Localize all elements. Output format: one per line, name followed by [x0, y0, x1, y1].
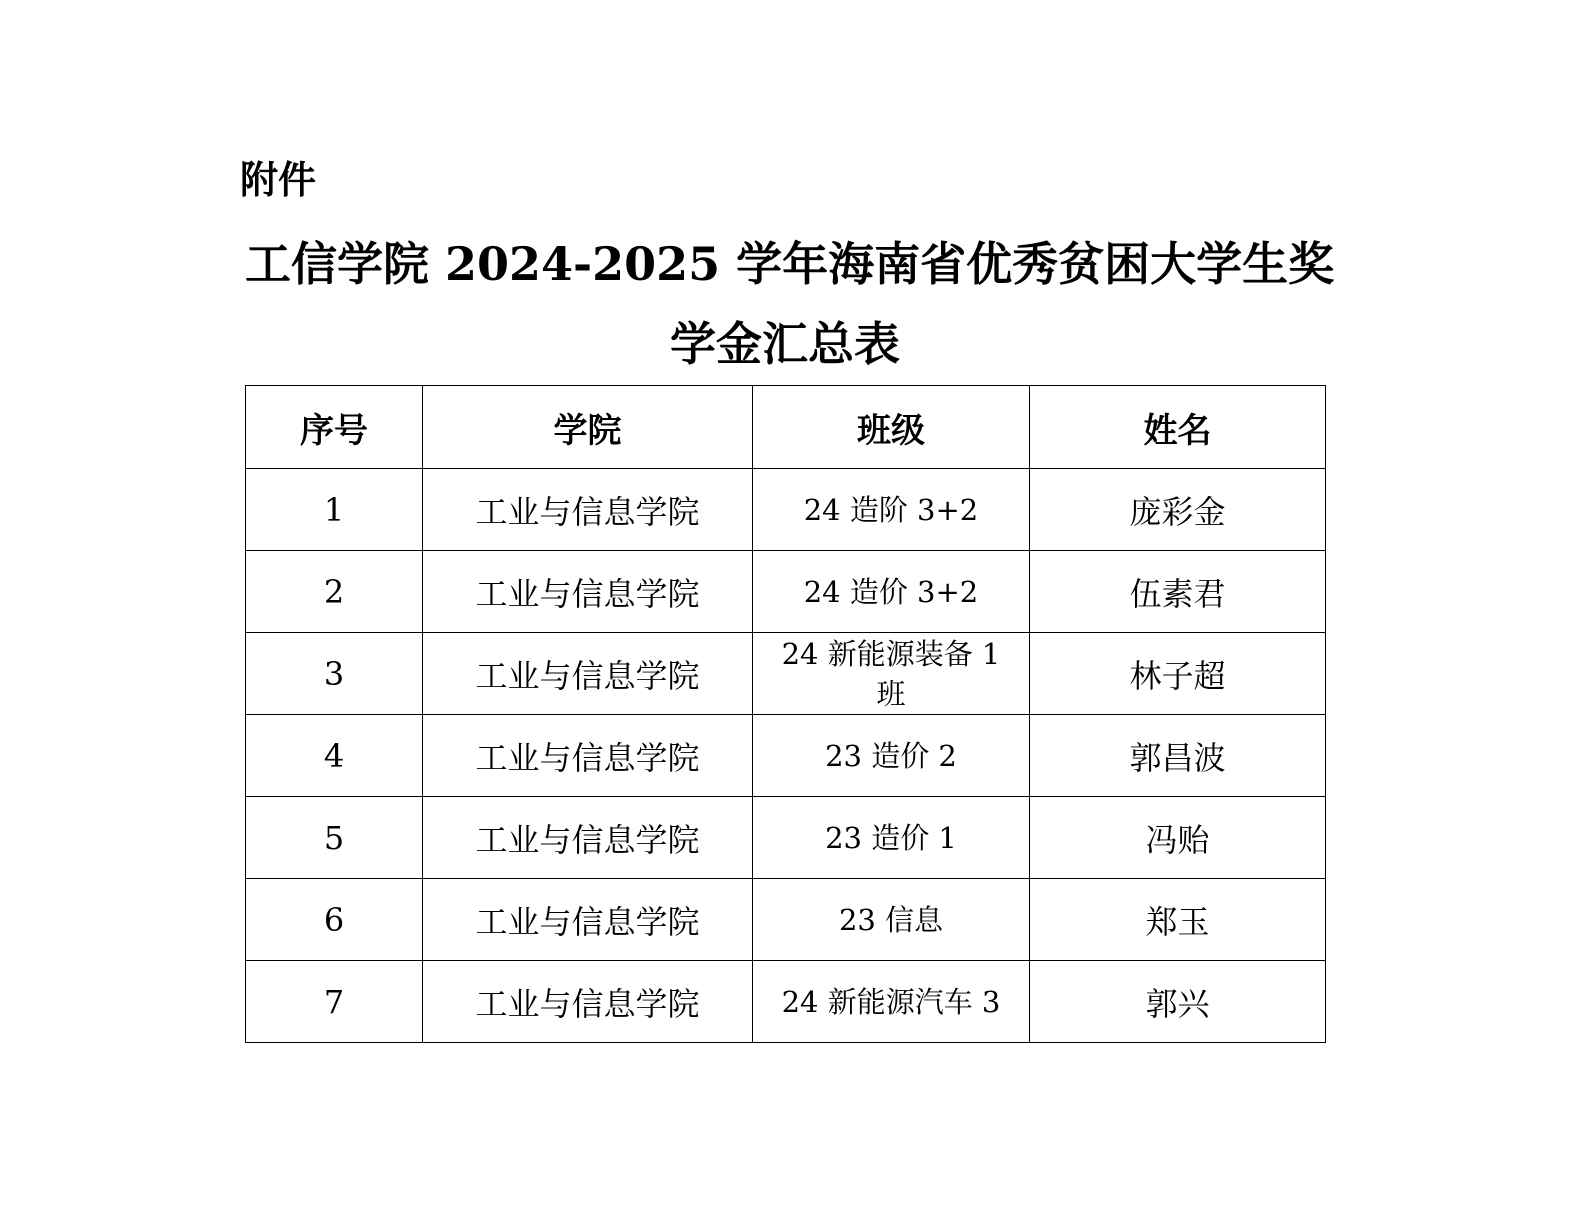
cell-college: 工业与信息学院: [423, 797, 753, 879]
header-class: 班级: [753, 386, 1030, 469]
table-row: [246, 469, 1326, 551]
cell-college: 工业与信息学院: [423, 961, 753, 1043]
header-name: 姓名: [1030, 386, 1326, 469]
table-row: [246, 961, 1326, 1043]
cell-serial-number: 3: [246, 633, 423, 715]
cell-serial-number: 6: [246, 879, 423, 961]
cell-student-name: 郭兴: [1030, 961, 1326, 1043]
cell-serial-number: 5: [246, 797, 423, 879]
header-college: 学院: [423, 386, 753, 469]
table-row: [246, 879, 1326, 961]
cell-serial-number: 2: [246, 551, 423, 633]
cell-student-name: 庞彩金: [1030, 469, 1326, 551]
cell-college: 工业与信息学院: [423, 551, 753, 633]
table-header-row: [246, 386, 1326, 469]
cell-class: 24 造价 3+2: [753, 551, 1030, 633]
cell-serial-number: 1: [246, 469, 423, 551]
document-title-line-2: 学金汇总表: [670, 317, 900, 371]
attachment-label: 附件: [240, 158, 317, 202]
cell-class: 23 信息: [753, 879, 1030, 961]
header-serial-number: 序号: [246, 386, 423, 469]
cell-student-name: 伍素君: [1030, 551, 1326, 633]
cell-student-name: 郭昌波: [1030, 715, 1326, 797]
cell-college: 工业与信息学院: [423, 633, 753, 715]
cell-serial-number: 4: [246, 715, 423, 797]
cell-class: 23 造价 1: [753, 797, 1030, 879]
cell-college: 工业与信息学院: [423, 715, 753, 797]
cell-class: 24 新能源装备 1 班: [753, 633, 1030, 715]
scholarship-summary-table: [245, 385, 1326, 1043]
document-title-line-1: 工信学院 2024-2025 学年海南省优秀贫困大学生奖: [245, 237, 1335, 291]
table-row: [246, 715, 1326, 797]
table-row: [246, 551, 1326, 633]
cell-college: 工业与信息学院: [423, 469, 753, 551]
cell-college: 工业与信息学院: [423, 879, 753, 961]
cell-class: 24 造阶 3+2: [753, 469, 1030, 551]
cell-student-name: 林子超: [1030, 633, 1326, 715]
cell-student-name: 郑玉: [1030, 879, 1326, 961]
table-row: [246, 797, 1326, 879]
cell-class: 24 新能源汽车 3: [753, 961, 1030, 1043]
cell-serial-number: 7: [246, 961, 423, 1043]
cell-class: 23 造价 2: [753, 715, 1030, 797]
cell-student-name: 冯贻: [1030, 797, 1326, 879]
table-row: [246, 633, 1326, 715]
